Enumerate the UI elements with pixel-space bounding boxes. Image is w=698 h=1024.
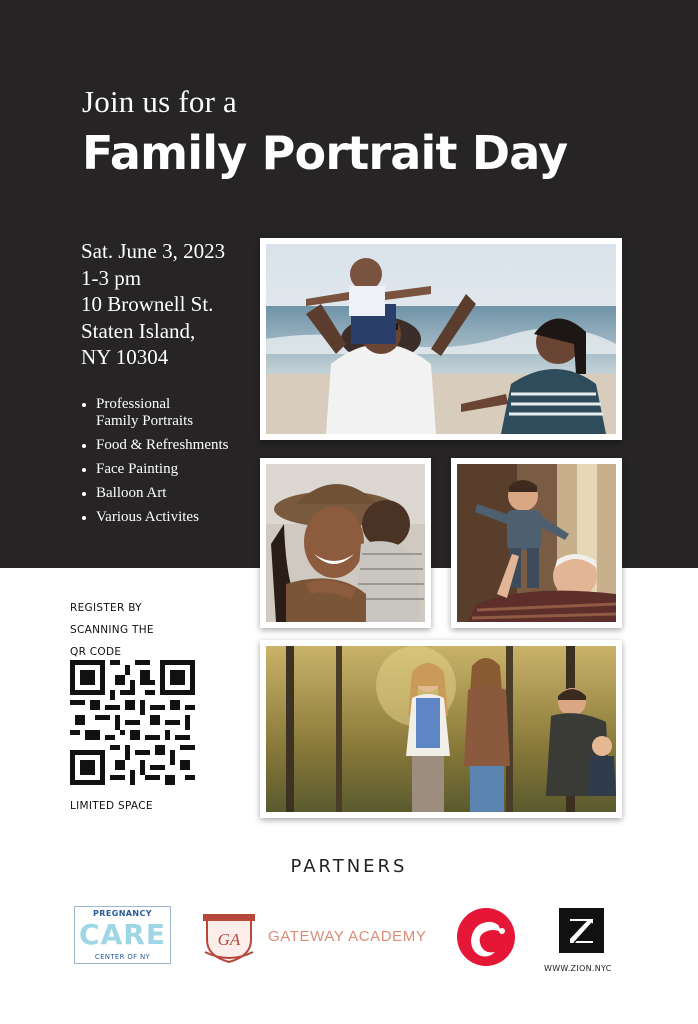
photo-beach-family: [260, 238, 622, 440]
feature-item: Food & Refreshments: [80, 437, 229, 454]
address-city: Staten Island,: [81, 318, 196, 343]
chicken-logo-icon: [455, 906, 517, 968]
feature-item: Balloon Art: [80, 485, 229, 502]
gateway-academy-crest: [201, 912, 257, 964]
limited-space-note: LIMITED SPACE: [70, 800, 153, 812]
mother-baby-image: [266, 464, 425, 622]
event-date: Sat. June 3, 2023: [81, 239, 226, 263]
zion-z-icon: [559, 908, 604, 953]
address-street: 10 Brownell St.: [81, 292, 214, 316]
photo-grandfather-child: [451, 458, 622, 628]
chick-fil-a-logo: [455, 906, 517, 968]
beach-family-image: [266, 244, 616, 434]
event-time: 1-3 pm: [81, 265, 142, 290]
registration-qr-code[interactable]: [70, 660, 195, 785]
address-state-zip: NY 10304: [81, 345, 169, 369]
photo-mother-baby: [260, 458, 431, 628]
intro-text: Join us for a: [82, 84, 237, 119]
feature-item: Professional Family Portraits: [80, 396, 229, 430]
event-title: Family Portrait Day: [82, 126, 568, 180]
partners-heading: PARTNERS: [290, 856, 408, 877]
qr-code-icon: [70, 660, 195, 785]
event-details: [81, 238, 225, 371]
photo-family-forest: [260, 640, 622, 818]
gateway-academy-name: GATEWAY ACADEMY: [268, 928, 427, 945]
zion-logo: [559, 908, 604, 953]
crest-monogram: GA: [217, 930, 241, 949]
pregnancy-care-logo: PREGNANCY CARE CENTER OF NY: [74, 906, 171, 964]
grandfather-child-image: [457, 464, 616, 622]
family-forest-image: [266, 646, 616, 812]
feature-item: Face Painting: [80, 461, 229, 478]
zion-website: WWW.ZION.NYC: [544, 964, 612, 973]
register-instructions: REGISTER BY SCANNING THE QR CODE: [70, 602, 154, 658]
feature-item: Various Activites: [80, 509, 229, 526]
crest-icon: [201, 912, 257, 964]
feature-list: [80, 396, 229, 533]
